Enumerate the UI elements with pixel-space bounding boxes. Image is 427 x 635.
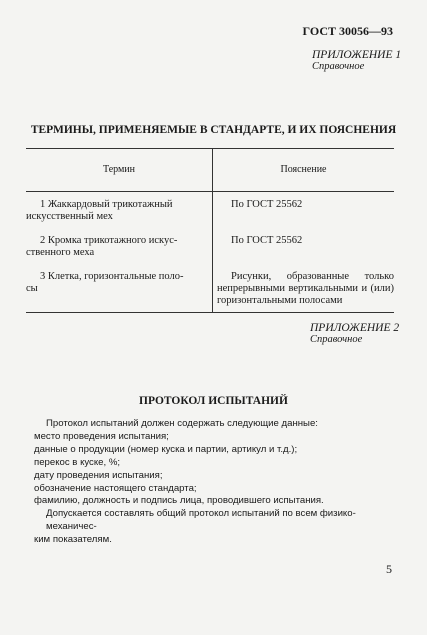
explanation-cell (213, 192, 395, 224)
column-header-term: Термин (26, 149, 213, 192)
protocol-line: Допускается составлять общий протокол испытаний по всем физико-механичес- (46, 508, 356, 533)
protocol-line: фамилию, должность и подпись лица, проводившего испытания. (34, 495, 324, 507)
term-cell (26, 223, 213, 259)
protocol-body (34, 418, 394, 547)
protocol-line: данные о продукции (номер куска и партии, артикул и т.д.); (34, 443, 298, 455)
table-row (26, 259, 394, 313)
table-row (26, 192, 394, 224)
appendix-2-heading (310, 322, 399, 346)
explanation-cell (213, 259, 395, 313)
term-cell (26, 259, 213, 313)
protocol-title: ПРОТОКОЛ ИСПЫТАНИЙ (139, 395, 288, 407)
appendix-1-subtitle: Справочное (312, 61, 365, 72)
protocol-line: перекос в куске, %; (34, 456, 121, 468)
term-cell (26, 192, 213, 224)
protocol-line: место проведения испытания; (34, 430, 169, 442)
term-line: сы (26, 283, 38, 294)
explanation-text: По ГОСТ 25562 (231, 235, 303, 246)
term-line: искусственный мех (26, 211, 113, 222)
protocol-line: дату проведения испытания; (34, 469, 163, 481)
appendix-2-title: ПРИЛОЖЕНИЕ 2 (310, 322, 400, 334)
term-line: 3 Клетка, горизонтальные поло- (40, 271, 184, 282)
term-line: ственного меха (26, 247, 95, 258)
appendix-1-heading (312, 49, 401, 73)
terms-table (26, 148, 394, 313)
table-row (26, 223, 394, 259)
protocol-line: обозначение настоящего стандарта; (34, 482, 197, 494)
explanation-cell (213, 223, 395, 259)
page-number: 5 (386, 562, 392, 576)
explanation-text: По ГОСТ 25562 (231, 199, 303, 210)
protocol-line: ким показателям. (34, 534, 112, 546)
standard-header: ГОСТ 30056—93 (302, 24, 393, 38)
protocol-line: Протокол испытаний должен содержать следующие данные: (46, 418, 318, 429)
explanation-text: Рисунки, образованные только непрерывными вертикальными и (или) горизонтальными полосами (217, 271, 394, 306)
terms-section-title: ТЕРМИНЫ, ПРИМЕНЯЕМЫЕ В СТАНДАРТЕ, И ИХ ПОЯСНЕНИЯ (30, 124, 397, 136)
appendix-2-subtitle: Справочное (310, 334, 363, 345)
appendix-1-title: ПРИЛОЖЕНИЕ 1 (312, 49, 402, 61)
column-header-explanation: Пояснение (213, 149, 395, 192)
term-line: 1 Жаккардовый трикотажный (40, 199, 173, 210)
terms-table-header (26, 149, 394, 192)
term-line: 2 Кромка трикотажного искус- (40, 235, 178, 246)
